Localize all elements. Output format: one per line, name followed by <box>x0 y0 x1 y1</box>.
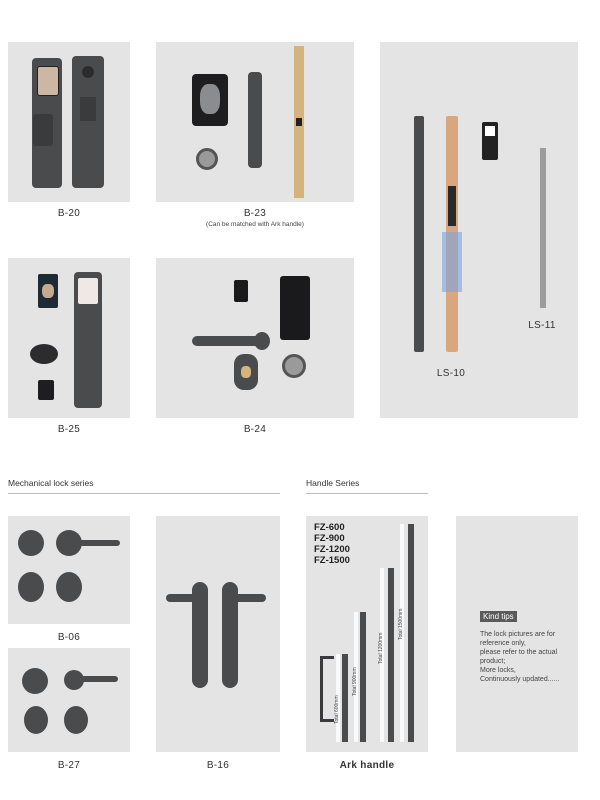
ark-model: FZ-900 <box>314 533 345 544</box>
b25-lock-body <box>74 272 102 408</box>
ark-bar-900 <box>360 612 366 742</box>
b27-cylinder-left <box>24 706 48 734</box>
b23-label: B-23 <box>243 208 267 219</box>
b06-cylinder-right <box>56 572 82 602</box>
kind-tips-line: Continuously updated...... <box>480 676 560 683</box>
ls10-keypad <box>482 122 498 160</box>
product-card-b16 <box>156 516 280 752</box>
product-card-b20 <box>8 42 130 202</box>
b27-cylinder-right <box>64 706 88 734</box>
b24-lever-base <box>254 332 270 350</box>
ark-label: Ark handle <box>339 760 395 771</box>
ls10-label: LS-10 <box>436 368 466 379</box>
ls11-lock <box>540 148 546 308</box>
b27-lever <box>74 676 118 682</box>
product-card-b06 <box>8 516 130 624</box>
kind-tips-line: please refer to the actual <box>480 649 558 656</box>
product-card-b27 <box>8 648 130 752</box>
b24-handle <box>192 336 262 346</box>
ark-model: FZ-1200 <box>314 544 350 555</box>
b24-keypad <box>280 276 310 340</box>
ark-model: FZ-1500 <box>314 555 350 566</box>
ls10-lock-dark <box>414 116 424 352</box>
b23-note: (Can be matched with Ark handle) <box>206 221 304 228</box>
mechanical-lock-series-title: Mechanical lock series <box>8 478 94 488</box>
ark-length-1200: Total 1200mm <box>378 632 384 664</box>
kind-tips-title: Kind tips <box>480 611 517 622</box>
b27-label: B-27 <box>57 760 81 771</box>
b23-strike-plate <box>294 46 304 198</box>
product-card-b24 <box>156 258 354 418</box>
b06-knob <box>18 530 44 556</box>
b06-label: B-06 <box>57 632 81 643</box>
handle-series-title: Handle Series <box>306 478 360 488</box>
b25-screen <box>38 274 58 308</box>
product-card-b23 <box>156 42 354 202</box>
product-card-b25 <box>8 258 130 418</box>
mechanical-divider <box>8 493 280 494</box>
kind-tips-line: More locks, <box>480 667 516 674</box>
b06-cylinder-left <box>18 572 44 602</box>
b23-fingerprint-panel <box>192 74 228 126</box>
b25-label: B-25 <box>57 424 81 435</box>
b25-strike <box>38 380 54 400</box>
ark-model: FZ-600 <box>314 522 345 533</box>
b20-lock-image <box>28 52 110 192</box>
kind-tips-text <box>480 630 574 684</box>
b24-cylinder <box>282 354 306 378</box>
b16-handle-right <box>226 594 266 602</box>
b20-label: B-20 <box>57 208 81 219</box>
product-card-ark <box>306 516 428 752</box>
b06-lever <box>74 540 120 546</box>
ark-bar-1500 <box>408 524 414 742</box>
b24-small-panel <box>234 280 248 302</box>
b24-escutcheon <box>234 354 258 390</box>
ark-bar-1200 <box>388 568 394 742</box>
ark-length-600: Total 600mm <box>334 695 340 724</box>
b23-cylinder <box>196 148 218 170</box>
ls10-lock-rose <box>446 116 458 352</box>
ark-length-900: Total 900mm <box>352 667 358 696</box>
ark-bar-600 <box>342 654 348 742</box>
ark-handle-600 <box>320 656 334 722</box>
b23-lock-body <box>248 72 262 168</box>
b27-knob <box>22 668 48 694</box>
b25-camera <box>30 344 58 364</box>
kind-tips-line: product; <box>480 658 506 665</box>
b16-label: B-16 <box>206 760 230 771</box>
b24-label: B-24 <box>243 424 267 435</box>
ark-length-1500: Total 1500mm <box>398 608 404 640</box>
b16-handle-left <box>166 594 206 602</box>
ls11-label: LS-11 <box>528 320 556 331</box>
handle-divider <box>306 493 428 494</box>
ark-model-list <box>314 522 350 566</box>
kind-tips-line: reference only, <box>480 640 526 647</box>
product-card-ls <box>380 42 578 418</box>
kind-tips-line: The lock pictures are for <box>480 631 556 638</box>
